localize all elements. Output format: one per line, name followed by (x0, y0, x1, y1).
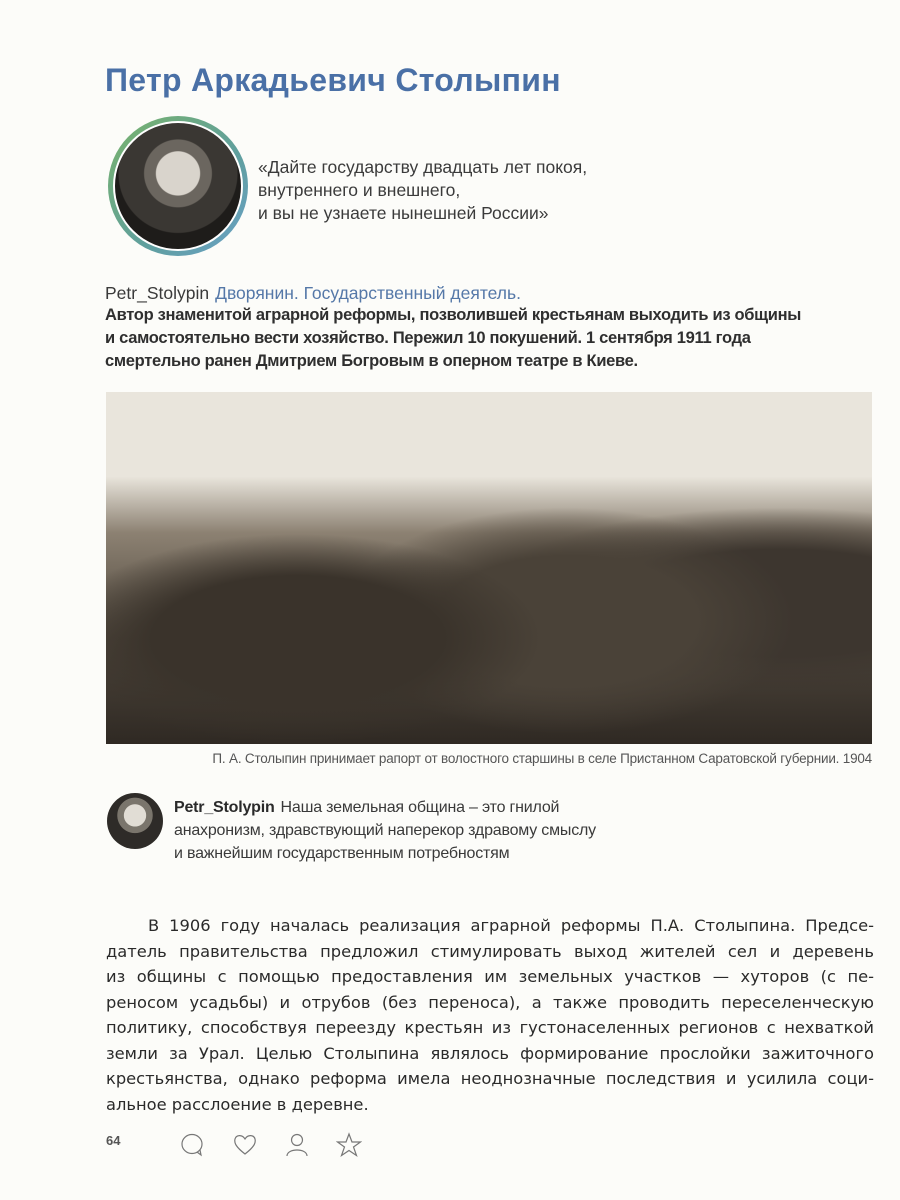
bio-line: Автор знаменитой аграрной реформы, позволившей крестьянам выходить из общины (105, 306, 802, 324)
bio-line: смертельно ранен Дмитрием Богровым в оперном театре в Киеве. (105, 352, 638, 370)
portrait-photo (113, 121, 243, 251)
post (174, 796, 596, 865)
quote-line: «Дайте государству двадцать лет покоя, (258, 157, 588, 177)
post-username: Petr_Stolypin (174, 799, 275, 816)
paragraph-line: крестьянства, однако реформа имела неоднозначные последствия и усилила соци- (106, 1069, 874, 1088)
quote-line: и вы не узнаете нынешней России» (258, 203, 549, 223)
quote-line: внутреннего и внешнего, (258, 180, 461, 200)
body-paragraph (106, 913, 874, 1117)
post-avatar (107, 793, 163, 849)
portrait-avatar (108, 116, 248, 256)
post-line: Наша земельная община – это гнилой (280, 799, 560, 816)
paragraph-line: из общины с помощью предоставления им земельных участков — хуторов (с пе- (106, 967, 874, 986)
comment-icon (180, 1132, 206, 1158)
heart-icon (232, 1132, 258, 1158)
paragraph-line: реносом усадьбы) и отрубов (без переноса), а также проводить переселенческую (106, 992, 874, 1012)
star-icon (336, 1132, 362, 1158)
paragraph-line: В 1906 году началась реализация аграрной реформы П.А. Столыпина. Предсе- (148, 916, 874, 935)
bio (105, 282, 825, 373)
post-line: и важнейшим государственным потребностям (174, 845, 510, 862)
paragraph-line: земли за Урал. Целью Столыпина являлось формирование прослойки зажиточного (106, 1043, 874, 1063)
post-line: анахронизм, здравствующий наперекор здравому смыслу (174, 822, 596, 839)
footer-icons (180, 1132, 362, 1158)
paragraph-line: политику, способствуя переезду крестьян из густонаселенных регионов с нехваткой (106, 1018, 874, 1037)
historical-photo (106, 392, 872, 744)
quote (258, 156, 587, 225)
paragraph-line: альное расслоение в деревне. (106, 1094, 369, 1114)
paragraph-line: датель правительства предложил стимулировать выход жителей сел и деревень (106, 941, 874, 961)
bio-username: Petr_Stolypin (105, 283, 210, 303)
user-icon (284, 1132, 310, 1158)
page-title: Петр Аркадьевич Столыпин (105, 62, 561, 98)
photo-caption: П. А. Столыпин принимает рапорт от волостного старшины в селе Пристанном Саратовской губернии. 1904 (212, 751, 872, 766)
page-number: 64 (106, 1133, 121, 1148)
bio-role: Дворянин. Государственный деятель. (215, 283, 521, 303)
bio-line: и самостоятельно вести хозяйство. Пережил 10 покушений. 1 сентября 1911 года (105, 329, 751, 347)
